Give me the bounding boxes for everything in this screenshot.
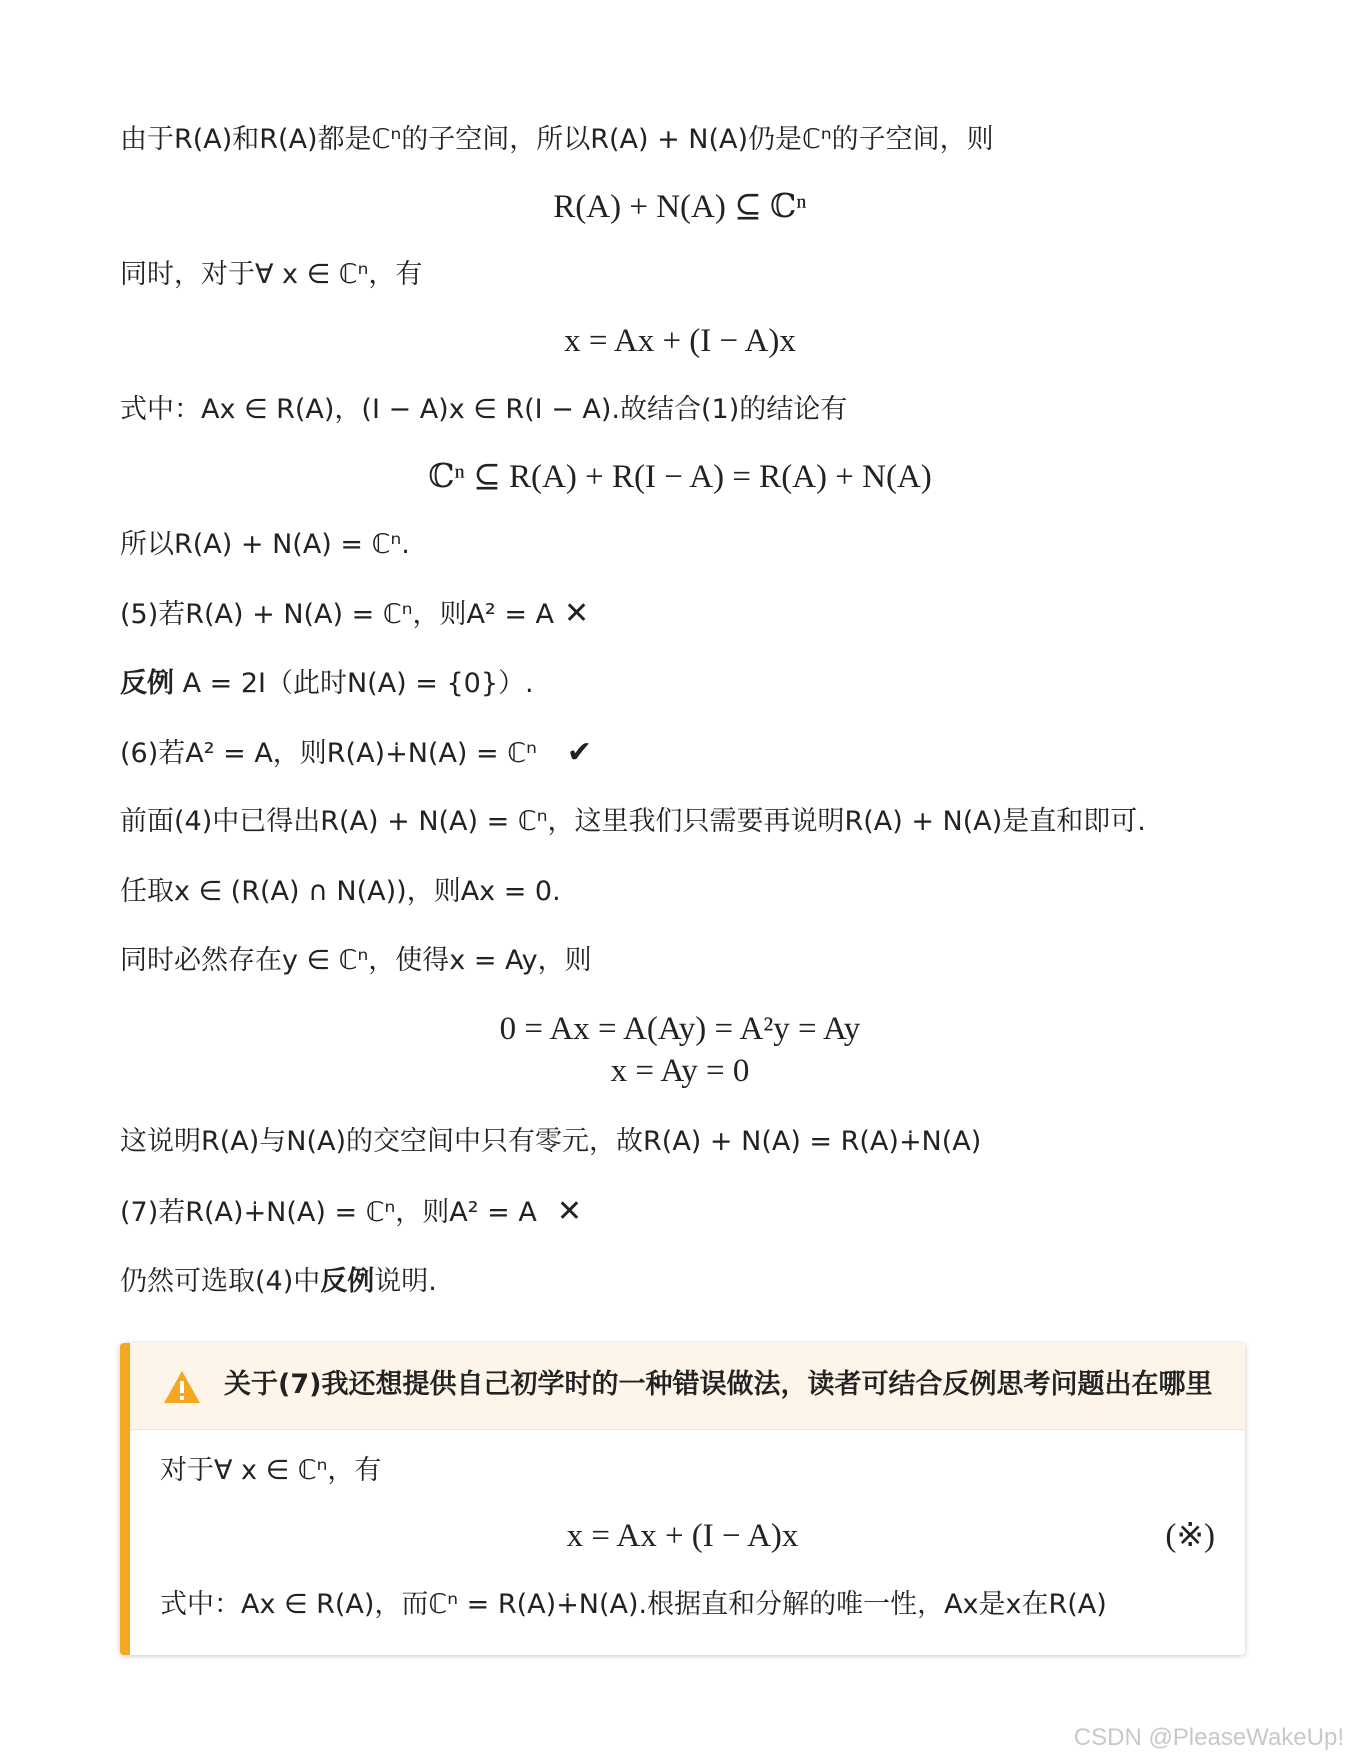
cross-icon: ✕ xyxy=(556,1194,582,1229)
text-line: 同时必然存在y ∈ ℂⁿ，使得x = Ay，则 xyxy=(120,945,592,976)
claim-text: (6)若A² = A，则R(A)∔N(A) = ℂⁿ xyxy=(120,738,537,769)
text-line: 式中：Ax ∈ R(A)，(I − A)x ∈ R(I − A).故结合(1)的结论有 xyxy=(120,394,848,425)
counterexample-text: A = 2I（此时N(A) = {0}）. xyxy=(174,668,534,699)
equation: x = Ax + (I − A)x xyxy=(564,323,796,359)
text-line xyxy=(120,733,592,774)
check-icon: ✔ xyxy=(566,735,592,770)
text-line: 式中：Ax ∈ R(A)，而ℂⁿ = R(A)∔N(A).根据直和分解的唯一性，Ax是x在R(A) xyxy=(160,1589,1107,1620)
text-span: 说明. xyxy=(374,1266,437,1297)
text-line xyxy=(120,1192,582,1233)
equation: R(A) + N(A) ⊆ ℂⁿ xyxy=(553,189,807,225)
text-line: 前面(4)中已得出R(A) + N(A) = ℂⁿ，这里我们只需要再说明R(A) + N(A)是直和即可. xyxy=(120,806,1146,837)
equation-tag: (※) xyxy=(1165,1518,1215,1554)
watermark: CSDN @PleaseWakeUp! xyxy=(1073,1724,1344,1751)
equation: x = Ay = 0 xyxy=(610,1053,750,1089)
callout-header xyxy=(130,1343,1245,1430)
warning-icon xyxy=(162,1369,202,1405)
text-line: 对于∀ x ∈ ℂⁿ，有 xyxy=(160,1455,382,1486)
text-line: 所以R(A) + N(A) = ℂⁿ. xyxy=(120,529,410,560)
text-line xyxy=(120,664,534,704)
text-span: 仍然可选取(4)中 xyxy=(120,1266,321,1297)
warning-callout xyxy=(120,1343,1245,1655)
claim-text: (5)若R(A) + N(A) = ℂⁿ，则A² = A xyxy=(120,599,555,630)
claim-text: (7)若R(A)∔N(A) = ℂⁿ，则A² = A xyxy=(120,1197,537,1228)
equation: 0 = Ax = A(Ay) = A²y = Ay xyxy=(499,1011,861,1047)
text-line: 由于R(A)和R(A)都是ℂⁿ的子空间，所以R(A) + N(A)仍是ℂⁿ的子空间，则 xyxy=(120,124,994,155)
counterexample-label: 反例 xyxy=(120,668,174,699)
text-line xyxy=(120,1262,437,1302)
text-line: 这说明R(A)与N(A)的交空间中只有零元，故R(A) + N(A) = R(A)∔N(A) xyxy=(120,1126,982,1157)
equation: ℂⁿ ⊆ R(A) + R(I − A) = R(A) + N(A) xyxy=(428,459,932,495)
text-line: 任取x ∈ (R(A) ∩ N(A))，则Ax = 0. xyxy=(120,876,561,907)
callout-title: 关于(7)我还想提供自己初学时的一种错误做法，读者可结合反例思考问题出在哪里 xyxy=(224,1369,1213,1400)
cross-icon: ✕ xyxy=(564,596,590,631)
counterexample-label: 反例 xyxy=(320,1266,375,1297)
text-line xyxy=(120,594,589,635)
equation: x = Ax + (I − A)x xyxy=(566,1518,799,1554)
text-line: 同时，对于∀ x ∈ ℂⁿ，有 xyxy=(120,259,423,290)
